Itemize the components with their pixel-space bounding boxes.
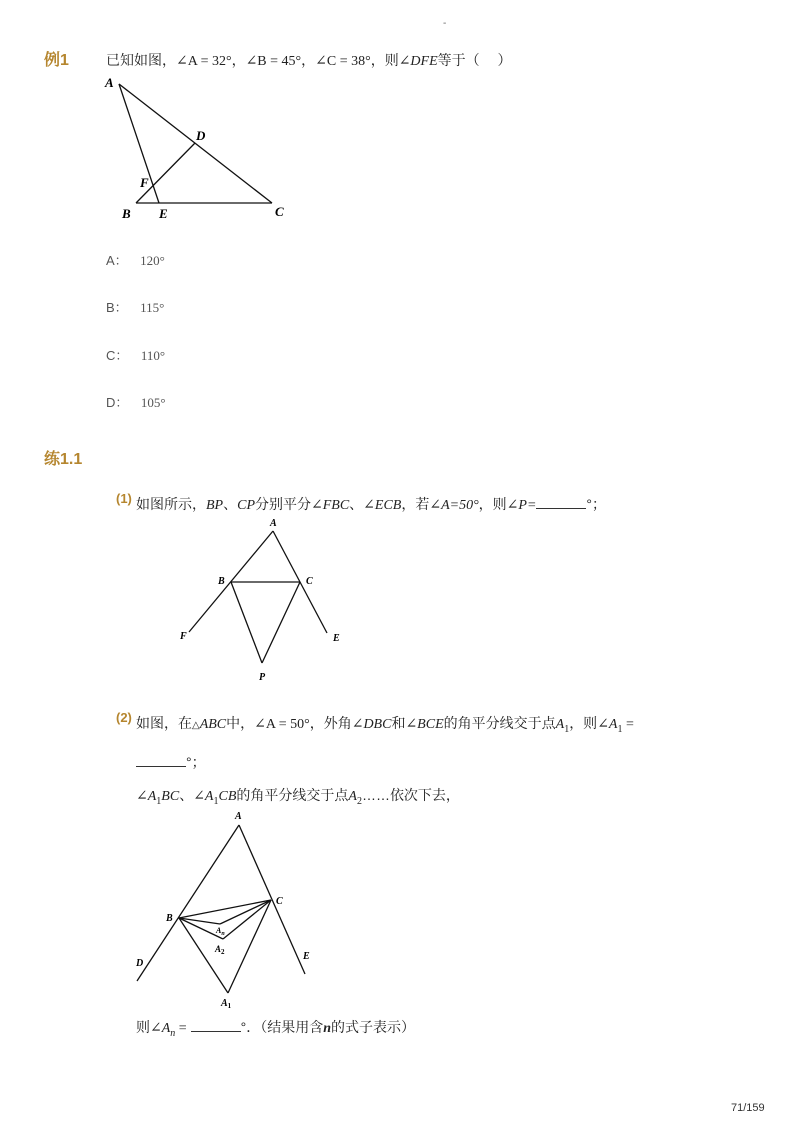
q2-point-a1-sub: 1 [564, 723, 570, 735]
q-angle-dfe: ∠DFE [398, 54, 438, 69]
example1-question [106, 50, 512, 70]
q1-angle-fbc: ∠FBC [311, 498, 350, 513]
q1-cp: CP [237, 498, 255, 513]
q-prefix: 已知如图， [106, 52, 176, 68]
q2-l3a: ∠A [136, 789, 157, 804]
q1-bp: BP [206, 498, 224, 513]
option-d-value: 105° [140, 395, 166, 410]
line-ae [239, 825, 305, 974]
option-c-value: 110° [140, 348, 166, 363]
option-c-letter: C： [106, 348, 129, 363]
q1-answer-blank[interactable] [536, 496, 586, 509]
q-angle-c: ∠C = 38°， [315, 54, 385, 69]
q2-triangle-symbol: △ [192, 720, 200, 731]
header-mark: - [443, 18, 447, 29]
q2-number: (2) [116, 710, 132, 725]
q1-text [136, 494, 606, 514]
option-a-value: 120° [140, 253, 165, 268]
q2-l3f: 的角平分线交于点 [236, 787, 349, 803]
q2-angle-an-sub: n [170, 1027, 176, 1039]
q2-l3d-sub: 1 [213, 795, 219, 807]
q2-l1l: ，则 [569, 715, 598, 731]
q1-angle-ecb: ∠ECB [363, 498, 402, 513]
q1-t13: °； [586, 496, 607, 512]
option-d[interactable] [106, 392, 166, 412]
fig3-label-c: C [276, 896, 283, 907]
fig3-label-b: B [166, 913, 173, 924]
q2-l4e: n [323, 1021, 331, 1036]
fig2-label-a: A [270, 518, 277, 529]
q2-l3g-sub: 2 [356, 795, 362, 807]
q2-l1a: 如图，在 [136, 715, 192, 731]
fig3-label-a2: $A_2$ [215, 944, 225, 956]
q2-line3 [136, 785, 460, 807]
q2-l4f: 的式子表示） [331, 1019, 415, 1035]
line-ca1 [228, 900, 271, 993]
q2-l1h: 和 [391, 715, 406, 731]
page-number: 71/159 [731, 1102, 765, 1114]
q2-line2 [136, 752, 206, 772]
q2-answer-blank-1[interactable] [136, 754, 186, 767]
q1-t7: 、 [349, 496, 364, 512]
q2-abc: ABC [199, 717, 227, 732]
line-bp [231, 582, 262, 663]
q1-t9: ，若 [401, 496, 430, 512]
q-angle-b: ∠B = 45°， [245, 54, 316, 69]
q2-line1 [136, 713, 634, 735]
q1-t11: ，则 [478, 496, 507, 512]
q2-l1f: ，外角 [309, 715, 352, 731]
q2-l3e: CB [218, 789, 237, 804]
option-a[interactable] [106, 250, 165, 270]
fig1-label-d: D [196, 128, 206, 143]
fig2-label-p: P [259, 672, 266, 683]
fig2-label-f: F [180, 631, 187, 642]
q2-angle-an: ∠A [150, 1021, 171, 1036]
line-cp [262, 582, 300, 663]
fig2-label-c: C [306, 576, 313, 587]
q2-l3h: ……依次下去， [361, 787, 460, 803]
q2-angle-dbc: ∠DBC [351, 717, 392, 732]
q2-l3a-sub: 1 [156, 795, 162, 807]
q2-l2: °； [186, 754, 206, 770]
q2-l4c: = [175, 1021, 187, 1036]
line-bc [179, 900, 271, 918]
q1-t5: 分别平分 [255, 496, 311, 512]
option-a-letter: A： [106, 253, 128, 268]
q-angle-a: ∠A = 32°， [176, 54, 246, 69]
q2-l1j: 的角平分线交于点 [443, 715, 556, 731]
option-b-letter: B： [106, 300, 128, 315]
q-then: 则 [384, 52, 399, 68]
q2-answer-blank-2[interactable] [191, 1019, 241, 1032]
option-b-value: 115° [140, 300, 165, 315]
q2-l3d: ∠A [193, 789, 214, 804]
q2-l3g: A [348, 789, 357, 804]
q2-l1d: 中， [226, 715, 255, 731]
q1-angle-p: ∠P= [506, 498, 537, 513]
practice-tag: 练1.1 [44, 451, 83, 468]
fig1-label-a: A [105, 75, 114, 90]
q2-l3c: 、 [179, 787, 194, 803]
option-c[interactable] [106, 345, 165, 365]
q2-angle-bce: ∠BCE [405, 717, 444, 732]
q1-angle-a: ∠A=50° [429, 498, 479, 513]
q2-line4 [136, 1017, 415, 1039]
q2-angle-a: ∠A = 50° [254, 717, 310, 732]
q1-t3: 、 [223, 496, 238, 512]
q2-l4d: °．（结果用含 [240, 1019, 324, 1035]
q2-l1n: = [622, 717, 634, 732]
fig1-label-c: C [275, 204, 284, 219]
example1-figure [100, 72, 300, 232]
fig2-label-b: B [218, 576, 225, 587]
q2-l3b: BC [161, 789, 180, 804]
fig3-label-an: $A_n$ [216, 926, 225, 937]
line-ad [137, 825, 239, 981]
q2-figure [125, 808, 325, 1013]
fig3-label-d: D [136, 958, 144, 969]
fig1-label-f: F [140, 175, 149, 190]
q2-l4a: 则 [136, 1019, 150, 1035]
fig2-label-e: E [333, 633, 340, 644]
fig1-label-b: B [122, 206, 131, 221]
q2-angle-a1-sub: 1 [617, 723, 623, 735]
q2-angle-a1: ∠A [597, 717, 618, 732]
q2-point-a1: A [555, 717, 565, 732]
line-bd [136, 143, 195, 203]
fig3-label-a1: $A_1$ [221, 998, 232, 1010]
fig3-label-a: A [235, 811, 242, 822]
q1-number: (1) [116, 491, 132, 506]
q1-t1: 如图所示， [136, 496, 206, 512]
option-b[interactable] [106, 297, 164, 317]
option-d-letter: D： [106, 395, 129, 410]
q1-figure [175, 515, 350, 685]
example-tag: 例1 [44, 52, 69, 69]
fig1-label-e: E [159, 206, 168, 221]
q-suffix: 等于（ ） [437, 52, 512, 68]
fig3-label-e: E [303, 951, 310, 962]
